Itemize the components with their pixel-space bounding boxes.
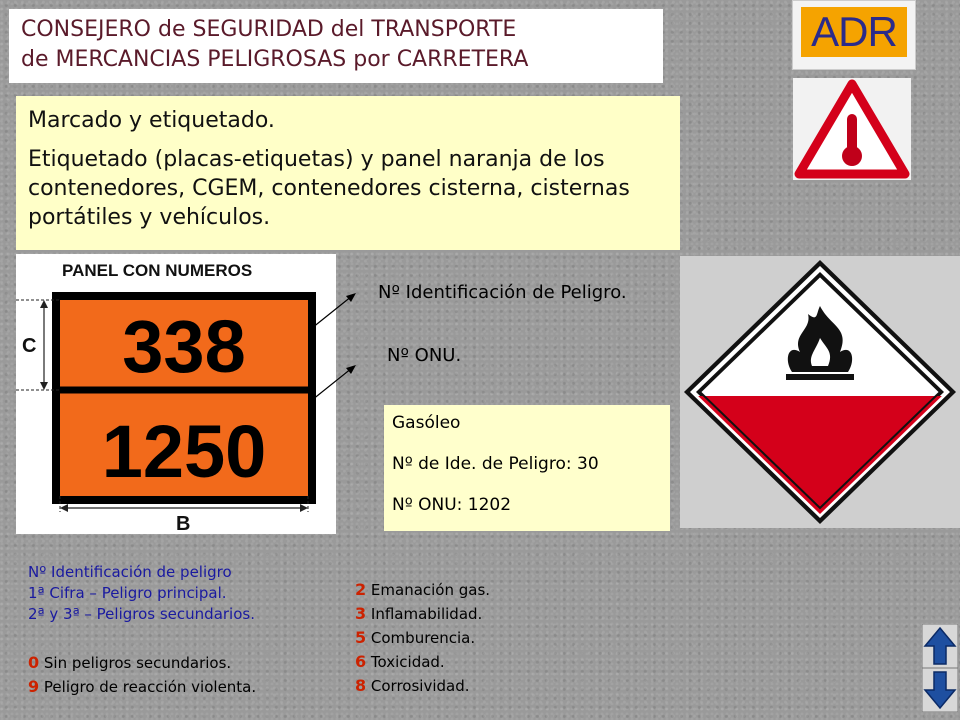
orange-panel-image xyxy=(16,254,336,534)
digit-meaning-list xyxy=(355,578,490,698)
special-digits-notes xyxy=(28,651,256,699)
example-un-number: Nº ONU: 1202 xyxy=(392,495,512,515)
digit-item xyxy=(355,674,490,698)
digit-value: 3 xyxy=(355,604,367,623)
digit-value: 2 xyxy=(355,580,367,599)
digit-value: 8 xyxy=(355,676,367,695)
title-line-1: CONSEJERO de SEGURIDAD del TRANSPORTE xyxy=(21,17,517,42)
note-line-3: 2ª y 3ª – Peligros secundarios. xyxy=(28,605,255,623)
intro-heading: Marcado y etiquetado. xyxy=(28,108,275,133)
digit-meaning: Corrosividad. xyxy=(366,677,470,695)
digit-meaning: Inflamabilidad. xyxy=(366,605,483,623)
example-product: Gasóleo xyxy=(392,413,461,433)
arrow-down-icon xyxy=(922,668,958,712)
adr-logo-text: ADR xyxy=(811,8,897,55)
dimension-b-label: B xyxy=(176,513,191,534)
title-line-2: de MERCANCIAS PELIGROSAS por CARRETERA xyxy=(21,47,529,72)
thermometer-warning-icon xyxy=(793,78,911,180)
spontaneous-combustion-label-image xyxy=(680,256,960,528)
nine-digit-text: Peligro de reacción violenta. xyxy=(39,678,257,696)
intro-box xyxy=(16,96,680,250)
example-box xyxy=(384,405,670,531)
next-slide-button[interactable] xyxy=(922,668,958,712)
panel-un-number: 1250 xyxy=(101,410,267,493)
adr-logo xyxy=(792,0,916,70)
digit-item xyxy=(355,650,490,674)
digit-item xyxy=(355,626,490,650)
digit-item xyxy=(355,578,490,602)
zero-digit-note xyxy=(28,651,256,675)
previous-slide-button[interactable] xyxy=(922,624,958,668)
hazard-number-explanation xyxy=(28,562,255,625)
orange-panel-drawing xyxy=(16,254,336,534)
flame-hazard-label xyxy=(680,256,960,528)
note-line-1: Nº Identificación de peligro xyxy=(28,563,232,581)
digit-item xyxy=(355,602,490,626)
temperature-warning-sign xyxy=(793,78,911,180)
digit-meaning: Emanación gas. xyxy=(366,581,491,599)
un-number-label: Nº ONU. xyxy=(387,345,462,366)
panel-hazard-number: 338 xyxy=(122,305,246,388)
panel-caption: PANEL CON NUMEROS xyxy=(62,261,253,280)
pointer-arrows xyxy=(300,280,370,410)
digit-nine: 9 xyxy=(28,677,40,696)
title-box xyxy=(9,9,663,83)
hazard-id-label: Nº Identificación de Peligro. xyxy=(378,282,627,303)
example-hazard-id: Nº de Ide. de Peligro: 30 xyxy=(392,454,599,474)
arrow-up-icon xyxy=(922,624,958,668)
digit-value: 5 xyxy=(355,628,367,647)
zero-digit-text: Sin peligros secundarios. xyxy=(39,654,232,672)
intro-description: Etiquetado (placas-etiquetas) y panel naranja de los contenedores, CGEM, contenedores cisterna, cisternas portátiles y vehículos. xyxy=(28,147,630,230)
nine-digit-note xyxy=(28,675,256,699)
digit-meaning: Toxicidad. xyxy=(366,653,445,671)
digit-meaning: Comburencia. xyxy=(366,629,476,647)
digit-value: 6 xyxy=(355,652,367,671)
note-line-2: 1ª Cifra – Peligro principal. xyxy=(28,584,227,602)
digit-zero: 0 xyxy=(28,653,40,672)
dimension-c-label: C xyxy=(22,335,37,357)
